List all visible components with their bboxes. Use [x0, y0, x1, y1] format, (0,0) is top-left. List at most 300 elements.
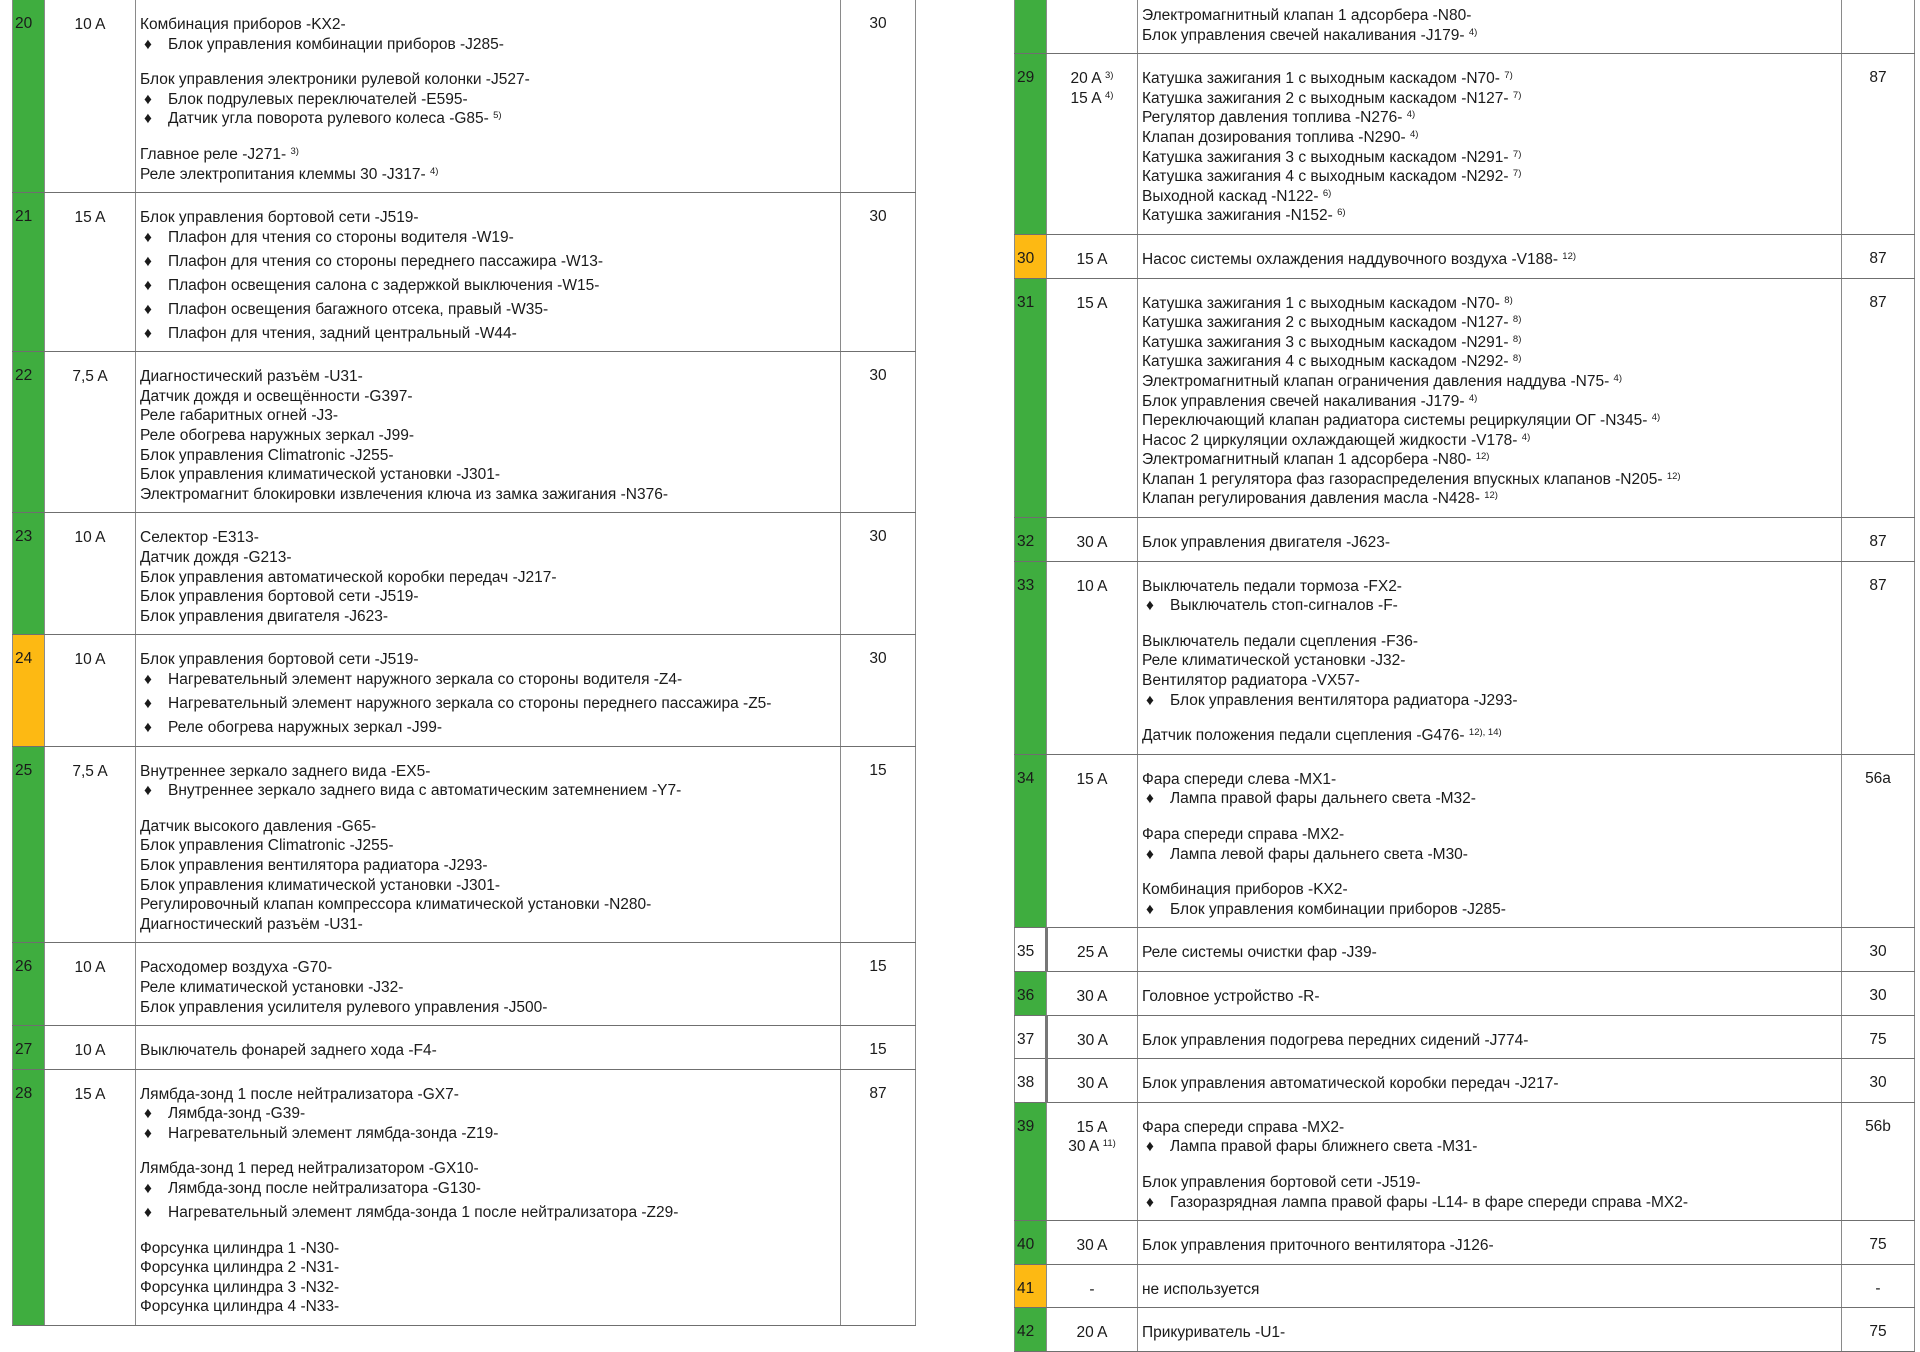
- fuse-rating: [1047, 0, 1138, 54]
- consumer-text: Блок управления вентилятора радиатора -J293-: [1170, 691, 1518, 709]
- fuse-number: 25: [13, 746, 45, 943]
- consumer-text: Главное реле -J271-: [140, 145, 287, 163]
- consumer-subitem: [140, 781, 836, 801]
- fuse-rating-line: [1047, 1236, 1137, 1256]
- consumer-text: Блок управления Climatronic -J255-: [140, 837, 394, 855]
- consumer-text: Внутреннее зеркало заднего вида с автоматическим затемнением -Y7-: [168, 782, 682, 800]
- terminal: [1842, 0, 1915, 54]
- fuse-rating-line: [45, 528, 135, 548]
- fuse-rating-line: [45, 367, 135, 387]
- fuse-row: [1015, 1102, 1915, 1220]
- consumer-text: не используется: [1142, 1280, 1260, 1298]
- consumer-text: Лямбда-зонд 1 перед нейтрализатором -GX10-: [140, 1160, 479, 1178]
- fuse-rating-line: [1047, 987, 1137, 1007]
- consumer-subitem: [1142, 1193, 1837, 1213]
- consumer-text: Блок управления двигателя -J623-: [140, 607, 389, 625]
- fuse-rating-value: 15 A: [1076, 294, 1108, 312]
- consumer-item: [1142, 671, 1837, 691]
- fuse-row: [13, 746, 916, 943]
- bullet-icon: ♦: [144, 90, 152, 108]
- terminal: 87: [1842, 278, 1915, 518]
- spacer: [140, 801, 836, 817]
- consumer-text: Блок управления бортовой сети -J519-: [1142, 1173, 1421, 1191]
- consumer-item: [1142, 26, 1837, 46]
- consumer-item: [1142, 1074, 1837, 1094]
- consumer-item: [1142, 89, 1837, 109]
- fuse-rating-value: 10 A: [74, 1042, 106, 1060]
- fuse-row: [1015, 54, 1915, 235]
- consumer-item: [1142, 187, 1837, 207]
- fuse-rating-value: 20 A: [1070, 70, 1101, 88]
- fuse-rating-value: 30 A: [1076, 534, 1108, 552]
- fuse-consumers: [1138, 1308, 1842, 1352]
- bullet-icon: ♦: [1146, 691, 1154, 709]
- fuse-consumers: [1138, 971, 1842, 1015]
- consumer-item: [1142, 1173, 1837, 1193]
- fuse-rating-value: 10 A: [74, 529, 106, 547]
- fuse-rating: [1047, 278, 1138, 518]
- footnote-ref: 4): [1651, 412, 1661, 424]
- fuse-consumers: [1138, 518, 1842, 562]
- fuse-rating-value: 30 A: [1068, 1138, 1099, 1156]
- fuse-rating: [45, 352, 136, 513]
- fuse-rating-line: [1047, 1323, 1137, 1343]
- consumer-item: [140, 895, 836, 915]
- terminal: 30: [1842, 1059, 1915, 1103]
- consumer-text: Катушка зажигания 3 с выходным каскадом -N291-: [1142, 148, 1509, 166]
- fuse-consumers: [1138, 234, 1842, 278]
- terminal: 30: [841, 635, 916, 746]
- footnote-ref: 5): [493, 110, 502, 122]
- terminal: 56a: [1842, 754, 1915, 928]
- consumer-text: Блок управления бортовой сети -J519-: [140, 588, 419, 606]
- consumer-item: [140, 426, 836, 446]
- fuse-rating-value: 7,5 A: [72, 762, 108, 780]
- consumer-text: Катушка зажигания 3 с выходным каскадом -N291-: [1142, 333, 1509, 351]
- consumer-text: Катушка зажигания 1 с выходным каскадом -N70-: [1142, 294, 1500, 312]
- fuse-consumers: [1138, 1015, 1842, 1059]
- consumer-subitem: [140, 300, 836, 320]
- consumer-text: Катушка зажигания 2 с выходным каскадом -N127-: [1142, 89, 1509, 107]
- spacer: [1142, 710, 1837, 726]
- footnote-ref: 4): [1468, 392, 1478, 404]
- consumer-item: [1142, 69, 1837, 89]
- spacer: [140, 129, 836, 145]
- consumer-text: Блок управления климатической установки -J301-: [140, 466, 501, 484]
- consumer-item: [140, 1041, 836, 1061]
- consumer-text: Выключатель педали тормоза -FX2-: [1142, 577, 1402, 595]
- consumer-item: [1142, 651, 1837, 671]
- fuse-number: 38: [1015, 1059, 1047, 1103]
- fuse-rating: [1047, 1102, 1138, 1220]
- terminal: 30: [1842, 971, 1915, 1015]
- consumer-text: Катушка зажигания 4 с выходным каскадом -N292-: [1142, 168, 1509, 186]
- consumer-item: [140, 817, 836, 837]
- terminal: 30: [841, 352, 916, 513]
- consumer-text: Фара спереди слева -MX1-: [1142, 770, 1337, 788]
- fuse-number: 22: [13, 352, 45, 513]
- consumer-item: [1142, 372, 1837, 392]
- fuse-number: 27: [13, 1026, 45, 1070]
- terminal: 30: [1842, 928, 1915, 972]
- fuse-consumers: [136, 943, 841, 1026]
- fuse-rating-value: 20 A: [1076, 1324, 1108, 1342]
- bullet-icon: ♦: [1146, 1193, 1154, 1211]
- consumer-item: [140, 568, 836, 588]
- terminal: 75: [1842, 1221, 1915, 1265]
- footnote-ref: 4): [1410, 128, 1419, 140]
- consumer-item: [1142, 450, 1837, 470]
- fuse-number: 21: [13, 193, 45, 352]
- consumer-text: Блок управления автоматической коробки передач -J217-: [1142, 1075, 1559, 1093]
- fuse-number: 20: [13, 0, 45, 193]
- fuse-number: 33: [1015, 561, 1047, 754]
- terminal: 75: [1842, 1308, 1915, 1352]
- consumer-text: Плафон для чтения, задний центральный -W44-: [168, 324, 517, 342]
- fuse-number: 23: [13, 513, 45, 635]
- consumer-text: Клапан регулирования давления масла -N428-: [1142, 490, 1480, 508]
- consumer-item: [1142, 108, 1837, 128]
- consumer-text: Датчик угла поворота рулевого колеса -G85-: [168, 110, 489, 128]
- footnote-ref: 7): [1512, 89, 1522, 101]
- footnote-ref: 12): [1562, 250, 1577, 262]
- fuse-number: 37: [1015, 1015, 1047, 1059]
- fuse-row: [13, 635, 916, 746]
- consumer-text: Лямбда-зонд после нейтрализатора -G130-: [168, 1180, 481, 1198]
- bullet-icon: ♦: [144, 1105, 152, 1123]
- consumer-text: Головное устройство -R-: [1142, 987, 1320, 1005]
- consumer-item: [1142, 726, 1837, 746]
- footnote-ref: 4): [1521, 431, 1531, 443]
- fuse-number: 28: [13, 1069, 45, 1325]
- consumer-item: [1142, 411, 1837, 431]
- consumer-text: Реле обогрева наружных зеркал -J99-: [140, 427, 414, 445]
- fuse-consumers: [1138, 928, 1842, 972]
- fuse-row: [13, 1069, 916, 1325]
- consumer-item: [140, 208, 836, 228]
- footnote-ref: 8): [1512, 314, 1522, 326]
- fuse-rating: [1047, 1015, 1138, 1059]
- fuse-number: 42: [1015, 1308, 1047, 1352]
- consumer-text: Реле габаритных огней -J3-: [140, 407, 339, 425]
- consumer-item: [140, 70, 836, 90]
- terminal: 75: [1842, 1015, 1915, 1059]
- consumer-subitem: [140, 1104, 836, 1124]
- consumer-text: Вентилятор радиатора -VX57-: [1142, 672, 1360, 690]
- consumer-text: Клапан 1 регулятора фаз газораспределения впускных клапанов -N205-: [1142, 470, 1663, 488]
- fuse-rating-line: [1048, 1031, 1137, 1051]
- terminal: 56b: [1842, 1102, 1915, 1220]
- footnote-ref: 4): [1406, 109, 1416, 121]
- fuse-row: [13, 943, 916, 1026]
- fuse-rating-line: [1047, 770, 1137, 790]
- spacer: [140, 1143, 836, 1159]
- fuse-number: [1015, 0, 1047, 54]
- consumer-text: Комбинация приборов -KX2-: [140, 16, 346, 33]
- consumer-item: [1142, 352, 1837, 372]
- consumer-text: Реле электропитания клеммы 30 -J317-: [140, 165, 426, 183]
- fuse-number: 29: [1015, 54, 1047, 235]
- consumer-text: Форсунка цилиндра 2 -N31-: [140, 1259, 340, 1277]
- consumer-subitem: [140, 670, 836, 690]
- fuse-number: 41: [1015, 1264, 1047, 1308]
- consumer-text: Катушка зажигания 4 с выходным каскадом -N292-: [1142, 353, 1509, 371]
- fuse-consumers: [136, 352, 841, 513]
- bullet-icon: ♦: [1146, 845, 1154, 863]
- consumer-text: Форсунка цилиндра 4 -N33-: [140, 1298, 340, 1316]
- fuse-rating-line: [45, 208, 135, 228]
- consumer-text: Блок управления бортовой сети -J519-: [140, 651, 419, 669]
- consumer-item: [1142, 431, 1837, 451]
- fuse-rating-value: 30 A: [1076, 1237, 1108, 1255]
- bullet-icon: ♦: [1146, 900, 1154, 918]
- consumer-text: Насос 2 циркуляции охлаждающей жидкости -V178-: [1142, 431, 1518, 449]
- consumer-text: Блок управления приточного вентилятора -J126-: [1142, 1237, 1494, 1255]
- consumer-text: Блок управления усилителя рулевого управления -J500-: [140, 998, 548, 1016]
- footnote-ref: 8): [1504, 294, 1513, 306]
- consumer-text: Блок управления комбинации приборов -J285-: [1170, 900, 1506, 918]
- consumer-item: [140, 762, 836, 782]
- bullet-icon: ♦: [144, 782, 152, 800]
- consumer-item: [140, 650, 836, 670]
- consumer-item: [140, 836, 836, 856]
- consumer-text: Выходной каскад -N122-: [1142, 187, 1319, 205]
- consumer-text: Блок управления комбинации приборов -J285-: [168, 35, 504, 53]
- fuse-rating-line: [1047, 294, 1137, 314]
- fuse-rating: [45, 513, 136, 635]
- footnote-ref: 4): [1613, 372, 1622, 384]
- fuse-number: 40: [1015, 1221, 1047, 1265]
- fuse-rating-line: [1047, 1280, 1137, 1300]
- fuse-consumers: [1138, 754, 1842, 928]
- fuse-consumers: [1138, 1102, 1842, 1220]
- fuse-rating-line: [1047, 577, 1137, 597]
- consumer-item: [140, 998, 836, 1018]
- fuse-consumers: [136, 746, 841, 943]
- consumer-item: [1142, 167, 1837, 187]
- consumer-text: Лампа правой фары ближнего света -M31-: [1170, 1138, 1478, 1156]
- consumer-subitem: [1142, 789, 1837, 809]
- fuse-rating-line: [45, 958, 135, 978]
- fuse-number: 32: [1015, 518, 1047, 562]
- fuse-number: 31: [1015, 278, 1047, 518]
- fuse-consumers: [1138, 1059, 1842, 1103]
- fuse-number: 24: [13, 635, 45, 746]
- consumer-subitem: [140, 324, 836, 344]
- consumer-text: Катушка зажигания 1 с выходным каскадом -N70-: [1142, 70, 1500, 88]
- consumer-item: [1142, 206, 1837, 226]
- consumer-item: [140, 165, 836, 185]
- fuse-row: [1015, 561, 1915, 754]
- consumer-item: [140, 387, 836, 407]
- footnote-ref: 12): [1484, 490, 1498, 502]
- footnote-ref: 4): [429, 165, 439, 177]
- spacer: [1142, 864, 1837, 880]
- fuse-number: 36: [1015, 971, 1047, 1015]
- consumer-text: Нагревательный элемент наружного зеркала со стороны переднего пассажира -Z5-: [168, 694, 772, 712]
- consumer-subitem: [140, 228, 836, 248]
- consumer-subitem: [140, 35, 836, 55]
- terminal: 30: [841, 513, 916, 635]
- fuse-consumers: [1138, 278, 1842, 518]
- consumer-item: [140, 406, 836, 426]
- fuse-row: [1015, 1264, 1915, 1308]
- consumer-item: [140, 587, 836, 607]
- bullet-icon: ♦: [144, 718, 152, 736]
- fuse-rating-value: 15 A: [1076, 1118, 1108, 1136]
- fuse-rating: [1047, 928, 1138, 972]
- fuse-rating-value: 30 A: [1076, 1075, 1109, 1093]
- terminal: 30: [841, 193, 916, 352]
- fuse-number: 35: [1015, 928, 1047, 972]
- fuse-row: [1015, 754, 1915, 928]
- fuse-consumers: [1138, 1264, 1842, 1308]
- consumer-text: Плафон для чтения со стороны водителя -W19-: [168, 228, 514, 246]
- bullet-icon: ♦: [144, 671, 152, 688]
- consumer-item: [1142, 943, 1837, 963]
- terminal: 87: [1842, 561, 1915, 754]
- fuse-number: 34: [1015, 754, 1047, 928]
- consumer-text: Электромагнитный клапан 1 адсорбера -N80-: [1142, 7, 1472, 24]
- terminal: 15: [841, 746, 916, 943]
- consumer-text: Катушка зажигания -N152-: [1142, 207, 1333, 225]
- fuse-rating: [45, 0, 136, 193]
- footnote-ref: 12), 14): [1468, 727, 1502, 739]
- consumer-item: [140, 548, 836, 568]
- fuse-rating: [1047, 1221, 1138, 1265]
- consumer-text: Датчик дождя и освещённости -G397-: [140, 387, 413, 405]
- consumer-item: [1142, 577, 1837, 597]
- fuse-row: [1015, 1221, 1915, 1265]
- footnote-ref: 7): [1512, 168, 1522, 180]
- consumer-text: Датчик высокого давления -G65-: [140, 817, 377, 835]
- fuse-table-right: [1014, 0, 1915, 1352]
- consumer-text: Блок управления вентилятора радиатора -J293-: [140, 856, 488, 874]
- consumer-item: [140, 978, 836, 998]
- consumer-text: Выключатель педали сцепления -F36-: [1142, 632, 1419, 650]
- bullet-icon: ♦: [144, 35, 152, 53]
- consumer-text: Диагностический разъём -U31-: [140, 368, 363, 386]
- fuse-rating-line: [45, 650, 135, 670]
- fuse-rating: [1047, 1264, 1138, 1308]
- fuse-rating: [45, 746, 136, 943]
- fuse-table-left: [12, 0, 916, 1326]
- fuse-rating-line: [1048, 943, 1137, 963]
- fuse-consumers: [136, 1069, 841, 1325]
- fuse-rating-value: 10 A: [74, 651, 106, 669]
- consumer-item: [1142, 1323, 1837, 1343]
- consumer-text: Блок управления Climatronic -J255-: [140, 446, 394, 464]
- bullet-icon: ♦: [1146, 790, 1154, 808]
- consumer-item: [1142, 128, 1837, 148]
- fuse-row: [1015, 1308, 1915, 1352]
- fuse-number: 30: [1015, 234, 1047, 278]
- consumer-item: [140, 876, 836, 896]
- footnote-ref: 7): [1504, 70, 1513, 82]
- bullet-icon: ♦: [144, 276, 152, 294]
- consumer-text: Регулятор давления топлива -N276-: [1142, 109, 1403, 127]
- consumer-item: [140, 1159, 836, 1179]
- bullet-icon: ♦: [1146, 597, 1154, 615]
- fuse-consumers: [136, 513, 841, 635]
- consumer-text: Блок управления бортовой сети -J519-: [140, 209, 419, 227]
- consumer-text: Расходомер воздуха -G70-: [140, 959, 333, 977]
- spacer: [140, 54, 836, 70]
- consumer-item: [140, 1278, 836, 1298]
- spacer: [1142, 809, 1837, 825]
- consumer-subitem: [140, 718, 836, 738]
- fuse-rating-value: 15 A: [74, 209, 106, 227]
- consumer-item: [1142, 825, 1837, 845]
- consumer-subitem: [1142, 691, 1837, 711]
- consumer-item: [1142, 313, 1837, 333]
- fuse-rating: [1047, 518, 1138, 562]
- fuse-consumers: [1138, 0, 1842, 54]
- consumer-item: [140, 1085, 836, 1105]
- bullet-icon: ♦: [144, 300, 152, 318]
- consumer-item: [1142, 987, 1837, 1007]
- consumer-text: Клапан дозирования топлива -N290-: [1142, 128, 1406, 146]
- fuse-rating-line: [1048, 1074, 1137, 1094]
- consumer-item: [1142, 6, 1837, 26]
- consumer-text: Блок управления двигателя -J623-: [1142, 534, 1391, 552]
- fuse-rating-line: [45, 762, 135, 782]
- bullet-icon: ♦: [144, 252, 152, 270]
- fuse-consumers: [136, 193, 841, 352]
- footnote-ref: 7): [1512, 148, 1522, 160]
- fuse-rating-value: 30 A: [1076, 987, 1108, 1005]
- terminal: 87: [1842, 518, 1915, 562]
- consumer-item: [1142, 148, 1837, 168]
- spacer: [1142, 1157, 1837, 1173]
- consumer-text: Лямбда-зонд -G39-: [168, 1105, 306, 1123]
- fuse-consumers: [136, 0, 841, 193]
- fuse-consumers: [136, 635, 841, 746]
- fuse-rating: [1047, 754, 1138, 928]
- consumer-text: Переключающий клапан радиатора системы рециркуляции ОГ -N345-: [1142, 412, 1648, 430]
- consumer-text: Блок управления климатической установки -J301-: [140, 876, 501, 894]
- consumer-text: Электромагнитный клапан ограничения давления наддува -N75-: [1142, 372, 1610, 390]
- fuse-number: 26: [13, 943, 45, 1026]
- fuse-rating-value: 7,5 A: [72, 368, 108, 386]
- consumer-subitem: [1142, 845, 1837, 865]
- terminal: -: [1842, 1264, 1915, 1308]
- consumer-subitem: [1142, 1137, 1837, 1157]
- bullet-icon: ♦: [144, 1180, 152, 1198]
- consumer-subitem: [140, 252, 836, 272]
- consumer-subitem: [140, 694, 836, 714]
- consumer-item: [140, 958, 836, 978]
- consumer-text: Датчик положения педали сцепления -G476-: [1142, 727, 1465, 745]
- consumer-text: Прикуриватель -U1-: [1142, 1324, 1286, 1342]
- fuse-rating-value: -: [1089, 1280, 1095, 1298]
- consumer-item: [1142, 1280, 1837, 1300]
- fuse-rating-line: [1047, 1118, 1137, 1138]
- consumer-item: [140, 15, 836, 35]
- fuse-rating-value: 30 A: [1076, 1031, 1109, 1049]
- terminal: 87: [1842, 54, 1915, 235]
- fuse-row: [1015, 971, 1915, 1015]
- fuse-rating: [1047, 234, 1138, 278]
- bullet-icon: ♦: [144, 694, 152, 712]
- consumer-text: Форсунка цилиндра 1 -N30-: [140, 1239, 340, 1257]
- consumer-text: Регулировочный клапан компрессора климатической установки -N280-: [140, 896, 652, 914]
- consumer-subitem: [140, 109, 836, 129]
- fuse-rating: [1047, 1308, 1138, 1352]
- footnote-ref: 4): [1105, 89, 1114, 101]
- fuse-rating-value: 10 A: [74, 16, 106, 33]
- consumer-text: Нагревательный элемент наружного зеркала со стороны водителя -Z4-: [168, 671, 683, 688]
